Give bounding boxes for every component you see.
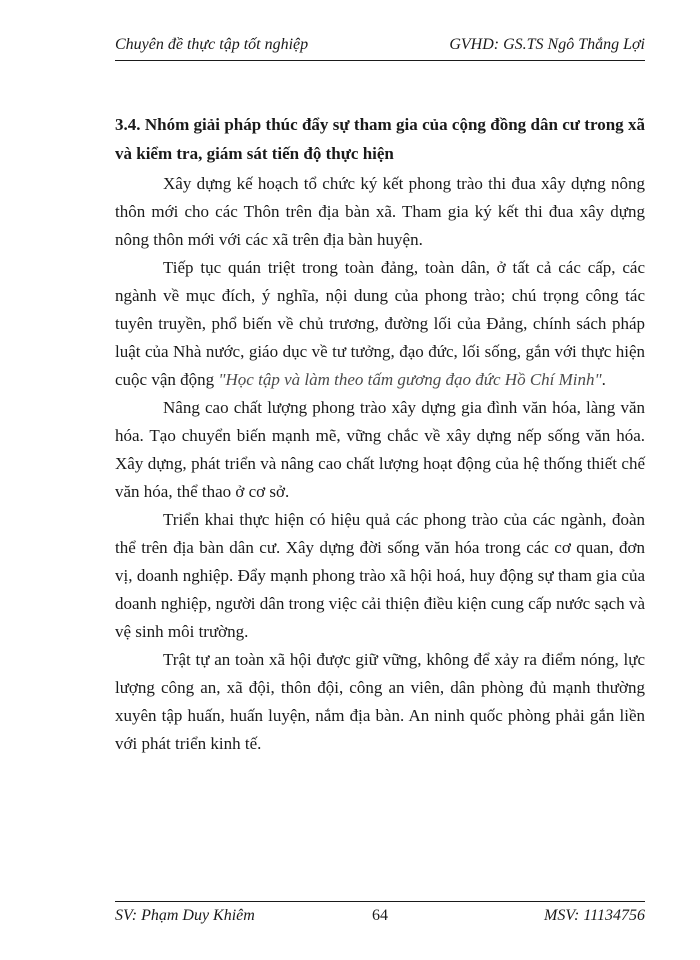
paragraph-text: Tiếp tục quán triệt trong toàn đảng, toàn dân, ở tất cả các cấp, các ngành về mục đích, ý nghĩa, nội dung của phong trào; chú trọng công tác tuyên truyền, phổ biến về chủ trương, đường lối của Đảng, chính sách pháp luật của Nhà nước, giáo dục về tư tưởng, đạo đức, lối sống, gắn với thực hiện cuộc vận động (115, 258, 645, 389)
paragraph-text: Trật tự an toàn xã hội được giữ vững, không để xảy ra điểm nóng, lực lượng công an, xã đội, thôn đội, công an viên, dân phòng đủ mạnh thường xuyên tập huấn, huấn luyện, nắm địa bàn. An ninh quốc phòng phải gắn liền với phát triển kinh tế. (115, 650, 645, 753)
paragraph (115, 394, 645, 506)
footer-rule (115, 901, 645, 902)
header-rule (115, 60, 645, 61)
paragraph-text: Xây dựng kế hoạch tổ chức ký kết phong trào thi đua xây dựng nông thôn mới cho các Thôn trên địa bàn xã. Tham gia ký kết thi đua xây dựng nông thôn mới với các xã trên địa bàn huyện. (115, 174, 645, 249)
page-header (115, 36, 645, 61)
paragraph-text: Nâng cao chất lượng phong trào xây dựng gia đình văn hóa, làng văn hóa. Tạo chuyển biến mạnh mẽ, vững chắc về xây dựng nếp sống văn hóa. Xây dựng, phát triển và nâng cao chất lượng hoạt động của hệ thống thiết chế văn hóa, thể thao ở cơ sở. (115, 398, 645, 501)
footer-student-id: MSV: 11134756 (543, 907, 645, 924)
paragraph (115, 646, 645, 758)
header-advisor: GVHD: GS.TS Ngô Thắng Lợi (449, 36, 645, 53)
paragraph-text-after-quote: . (601, 370, 606, 389)
paragraph (115, 170, 645, 254)
document-body (115, 110, 645, 758)
section-heading: 3.4. Nhóm giải pháp thúc đẩy sự tham gia của cộng đồng dân cư trong xã và kiểm tra, giám sát tiến độ thực hiện (115, 115, 645, 163)
paragraph (115, 506, 645, 646)
header-course-title: Chuyên đề thực tập tốt nghiệp (115, 36, 309, 53)
page-footer (115, 901, 645, 925)
page-number: 64 (372, 907, 388, 924)
footer-student-name: SV: Phạm Duy Khiêm (115, 907, 255, 924)
paragraph-text: Triển khai thực hiện có hiệu quả các phong trào của các ngành, đoàn thể trên địa bàn dân cư. Xây dựng đời sống văn hóa trong các cơ quan, đơn vị, doanh nghiệp. Đẩy mạnh phong trào xã hội hoá, huy động sự tham gia của doanh nghiệp, người dân trong việc cải thiện điều kiện cung cấp nước sạch và vệ sinh môi trường. (115, 510, 645, 641)
paragraph (115, 254, 645, 394)
inline-quote: "Học tập và làm theo tấm gương đạo đức Hồ Chí Minh" (218, 370, 602, 389)
